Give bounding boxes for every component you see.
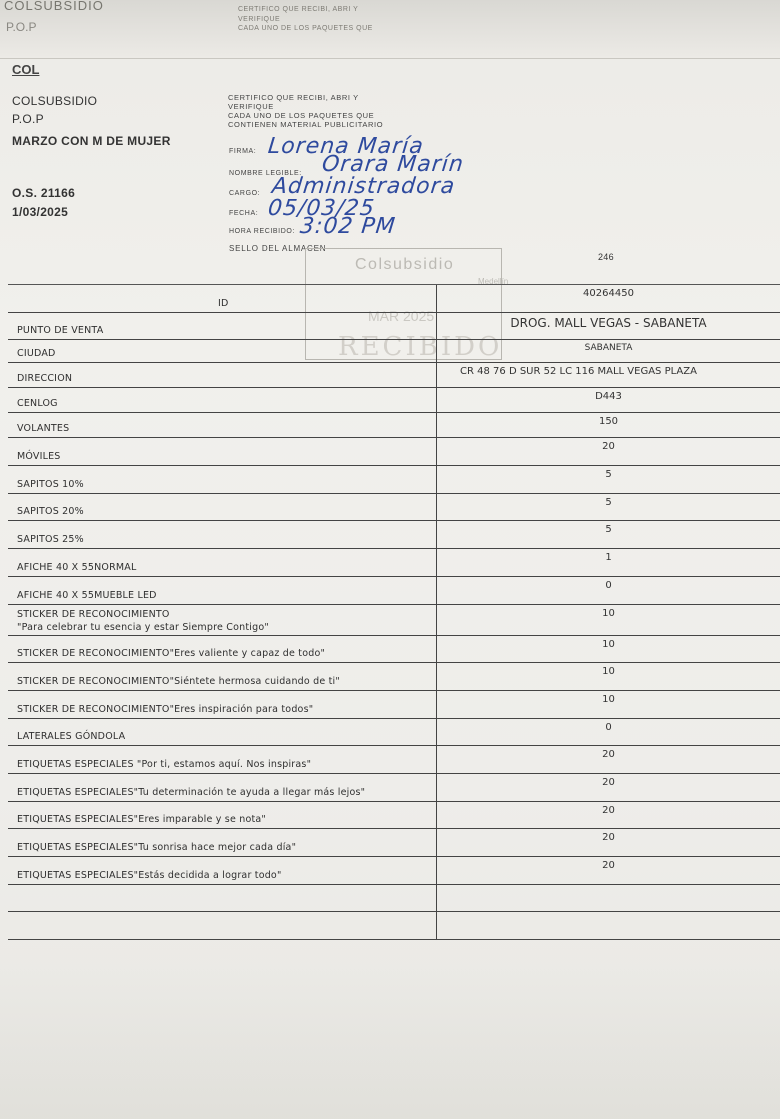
table-row	[8, 691, 780, 719]
row-label: MÓVILES	[17, 451, 61, 463]
table-row	[8, 719, 780, 747]
under-pop: P.O.P	[6, 20, 37, 34]
table-row	[8, 388, 780, 413]
fecha-value: 05/03/25	[266, 196, 377, 221]
hora-value: 3:02 PM	[298, 214, 397, 239]
row-value: 40264450	[583, 288, 634, 299]
row-value: CR 48 76 D SUR 52 LC 116 MALL VEGAS PLAZA	[460, 366, 697, 378]
stamp-city: Medellín	[478, 277, 509, 286]
row-value: 20	[602, 441, 615, 453]
table-row	[8, 605, 780, 636]
table-row	[8, 746, 780, 774]
table-row	[8, 829, 780, 857]
nombre-label: NOMBRE LEGIBLE:	[229, 170, 302, 177]
firma-signature: Lorena María	[266, 134, 426, 159]
row-label: VOLANTES	[17, 423, 70, 435]
row-label: AFICHE 40 X 55NORMAL	[17, 561, 137, 573]
row-value: 20	[602, 832, 615, 844]
row-label: STICKER DE RECONOCIMIENTO"Eres inspiración para todos"	[17, 703, 314, 715]
nombre-value: Orara Marín	[320, 152, 466, 177]
row-label: STICKER DE RECONOCIMIENTO	[17, 608, 170, 620]
row-value: 10	[602, 666, 615, 678]
row-label: ID	[218, 297, 229, 309]
stamp-brand: Colsubsidio	[355, 256, 455, 273]
under-cert-line1: CERTIFICO QUE RECIBI, ABRI Y	[238, 6, 359, 13]
row-value: 10	[602, 638, 615, 650]
under-cert-line2: VERIFIQUE	[238, 16, 281, 23]
cargo-value: Administradora	[270, 174, 457, 199]
table-row-empty	[8, 912, 780, 940]
table-row	[8, 577, 780, 605]
row-label: PUNTO DE VENTA	[17, 325, 104, 337]
row-value: 20	[602, 804, 615, 816]
page-bottom-shade	[0, 960, 780, 1119]
row-label: CENLOG	[17, 398, 58, 410]
under-cert-line3: CADA UNO DE LOS PAQUETES QUE	[238, 25, 373, 32]
table-row	[8, 340, 780, 363]
row-label: ETIQUETAS ESPECIALES"Tu determinación te ayuda a llegar más lejos"	[17, 786, 366, 798]
cert-line2: VERIFIQUE	[228, 102, 274, 111]
row-value: 20	[602, 749, 615, 761]
stamp-recibido: RECIBIDO	[338, 332, 503, 362]
row-label: ETIQUETAS ESPECIALES "Por ti, estamos aquí. Nos inspiras"	[17, 758, 312, 770]
sheet-number: 246	[598, 252, 614, 262]
table-row	[8, 363, 780, 388]
table-row	[8, 413, 780, 438]
sello-label: SELLO DEL ALMACEN	[229, 244, 327, 253]
firma-label: FIRMA:	[229, 148, 257, 155]
row-label: AFICHE 40 X 55MUEBLE LED	[17, 589, 157, 601]
brand-name: COLSUBSIDIO	[12, 94, 98, 108]
pop-label: P.O.P	[12, 112, 44, 126]
table-row	[8, 466, 780, 494]
table-row	[8, 521, 780, 549]
row-value: 5	[605, 469, 612, 481]
underlying-page-strip	[0, 0, 780, 59]
under-brand: COLSUBSIDIO	[4, 0, 104, 13]
table-row	[8, 663, 780, 691]
row-label: DIRECCION	[17, 373, 73, 385]
pop-delivery-table	[8, 284, 780, 940]
row-label-line2: "Para celebrar tu esencia y estar Siempre Contigo"	[17, 621, 269, 633]
row-value: 0	[605, 721, 612, 733]
hora-label: HORA RECIBIDO:	[229, 228, 295, 235]
row-label: SAPITOS 25%	[17, 534, 84, 546]
stamp-date: MAR 2025	[368, 308, 435, 324]
table-row	[8, 313, 780, 341]
row-label: ETIQUETAS ESPECIALES"Tu sonrisa hace mejor cada día"	[17, 842, 297, 853]
row-value: 5	[605, 496, 612, 508]
campaign-title: MARZO CON M DE MUJER	[12, 134, 171, 148]
document-date: 1/03/2025	[12, 205, 69, 219]
row-value: 20	[602, 860, 615, 871]
cert-line3: CADA UNO DE LOS PAQUETES QUE	[228, 111, 375, 120]
fecha-label: FECHA:	[229, 210, 259, 217]
row-label: SAPITOS 20%	[17, 506, 84, 518]
row-value: D443	[595, 391, 622, 403]
row-label: CIUDAD	[17, 348, 56, 360]
table-row	[8, 494, 780, 522]
table-row	[8, 549, 780, 577]
table-row	[8, 802, 780, 830]
table-row	[8, 857, 780, 885]
row-value: 10	[602, 607, 615, 619]
row-value: 5	[605, 524, 612, 536]
row-value: 10	[602, 693, 615, 705]
cert-line4: CONTIENEN MATERIAL PUBLICITARIO	[228, 120, 384, 129]
row-value: DROG. MALL VEGAS - SABANETA	[510, 315, 707, 330]
row-label: ETIQUETAS ESPECIALES"Estás decidida a lograr todo"	[17, 869, 282, 881]
order-number: O.S. 21166	[12, 186, 76, 200]
row-label: STICKER DE RECONOCIMIENTO"Eres valiente y capaz de todo"	[17, 648, 326, 660]
cargo-label: CARGO:	[229, 190, 261, 197]
table-row	[8, 636, 780, 664]
row-label: ETIQUETAS ESPECIALES"Eres imparable y se nota"	[17, 814, 266, 826]
row-label: LATERALES GÓNDOLA	[17, 731, 126, 743]
table-row-id	[8, 285, 780, 313]
row-label: STICKER DE RECONOCIMIENTO"Siéntete hermosa cuidando de ti"	[17, 675, 340, 687]
row-value: SABANETA	[584, 343, 633, 354]
cert-line1: CERTIFICO QUE RECIBI, ABRI Y	[228, 93, 359, 102]
table-row	[8, 438, 780, 466]
row-value: 20	[602, 776, 615, 788]
row-value: 150	[598, 416, 619, 428]
row-label: SAPITOS 10%	[17, 478, 84, 490]
row-value: 1	[605, 552, 612, 564]
table-row	[8, 774, 780, 802]
row-value: 0	[605, 579, 612, 591]
table-row-empty	[8, 885, 780, 913]
colsubsidio-logo: COL	[12, 62, 40, 77]
